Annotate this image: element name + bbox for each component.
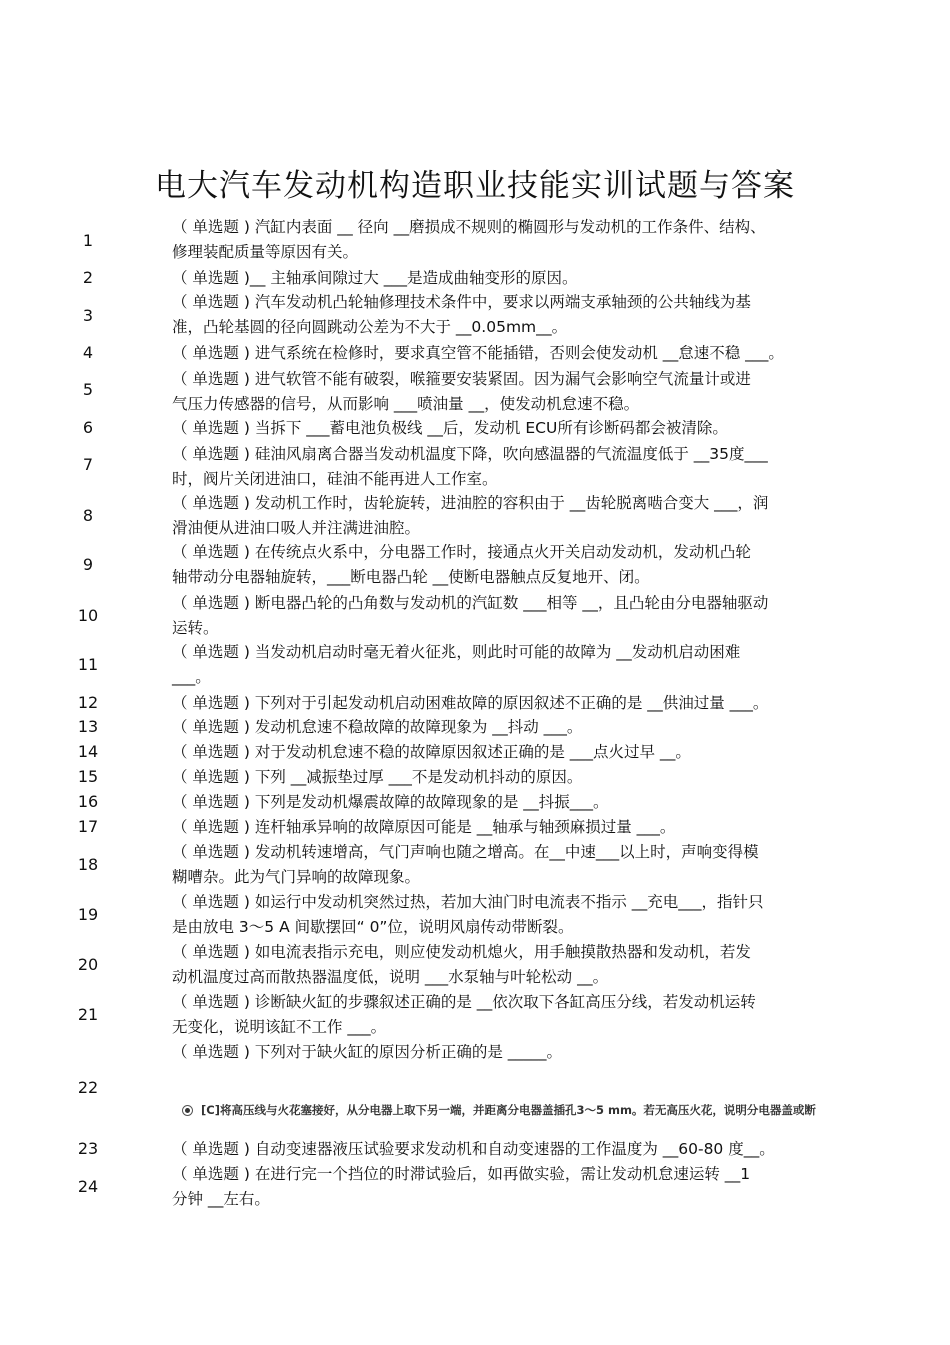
question-text: （ 单选题 ) 进气系统在检修时，要求真空管不能插错，否则会使发动机 __怠速不稳 ___。 bbox=[172, 344, 784, 362]
question-text: （ 单选题 ) 断电器凸轮的凸角数与发动机的汽缸数 ___相等 __，且凸轮由分电器轴驱动 运转。 bbox=[172, 594, 769, 637]
question-text: （ 单选题 ) 在传统点火系中，分电器工作时，接通点火开关启动发动机，发动机凸轮 轴带动分电器轴旋转，___断电器凸轮 __使断电器触点反复地开、闭。 bbox=[172, 543, 751, 586]
question-text: （ 单选题 ) 下列对于引起发动机启动困难故障的原因叙述不正确的是 __供油过量 ___。 bbox=[172, 694, 769, 712]
answer-option[interactable] bbox=[172, 1102, 950, 1122]
question-number: 10 bbox=[77, 606, 99, 625]
question-text: （ 单选题 )__ 主轴承间隙过大 ___是造成曲轴变形的原因。 bbox=[172, 269, 578, 287]
question-text: （ 单选题 ) 自动变速器液压试验要求发动机和自动变速器的工作温度为 __60-80 度__。 bbox=[172, 1140, 775, 1158]
question-number: 16 bbox=[77, 792, 99, 811]
question-text: （ 单选题 ) 当拆下 ___蓄电池负极线 __后，发动机 ECU所有诊断码都会被清除。 bbox=[172, 419, 728, 437]
question-number: 21 bbox=[77, 1005, 99, 1024]
question-text: （ 单选题 ) 发动机怠速不稳故障的故障现象为 __抖动 ___。 bbox=[172, 718, 583, 736]
page-title: 电大汽车发动机构造职业技能实训试题与答案 bbox=[155, 168, 795, 204]
question-number: 24 bbox=[77, 1177, 99, 1196]
question-text: （ 单选题 ) 汽缸内表面 __ 径向 __磨损成不规则的椭圆形与发动机的工作条件、结构、 修理装配质量等原因有关。 bbox=[172, 218, 766, 261]
question-number: 11 bbox=[77, 655, 99, 674]
question-number: 14 bbox=[77, 742, 99, 761]
question-text: （ 单选题 ) 硅油风扇离合器当发动机温度下降，吹向感温器的气流温度低于 __35度___ 时，阀片关闭进油口，硅油不能再进人工作室。 bbox=[172, 445, 768, 488]
question-text: （ 单选题 ) 进气软管不能有破裂，喉箍要安装紧固。因为漏气会影响空气流量计或进 气压力传感器的信号，从而影响 ___喷油量 __，使发动机怠速不稳。 bbox=[172, 370, 751, 413]
question-number: 4 bbox=[82, 343, 94, 362]
question-text: （ 单选题 ) 下列是发动机爆震故障的故障现象的是 __抖振___。 bbox=[172, 793, 609, 811]
question-number: 22 bbox=[77, 1078, 99, 1097]
question-number: 13 bbox=[77, 717, 99, 736]
question-text: （ 单选题 ) 发动机转速增高，气门声响也随之增高。在__中速___以上时，声响变得模 糊嘈杂。此为气门异响的故障现象。 bbox=[172, 843, 759, 886]
question-text: （ 单选题 ) 当发动机启动时毫无着火征兆，则此时可能的故障为 __发动机启动困难 ___。 bbox=[172, 643, 741, 686]
question-number: 9 bbox=[82, 555, 94, 574]
question-text: （ 单选题 ) 发动机工作时，齿轮旋转，进油腔的容积由于 __齿轮脱离啮合变大 ___，润 滑油便从进油口吸人并注满进油腔。 bbox=[172, 494, 769, 537]
question-number: 6 bbox=[82, 418, 94, 437]
question-number: 2 bbox=[82, 268, 94, 287]
question-text: （ 单选题 ) 在进行完一个挡位的时滞试验后，如再做实验，需让发动机怠速运转 __1 分钟 __左右。 bbox=[172, 1165, 751, 1208]
question-number: 17 bbox=[77, 817, 99, 836]
question-number: 12 bbox=[77, 693, 99, 712]
question-number: 1 bbox=[82, 231, 94, 250]
question-number: 8 bbox=[82, 506, 94, 525]
question-number: 18 bbox=[77, 855, 99, 874]
question-text: （ 单选题 ) 诊断缺火缸的步骤叙述正确的是 __依次取下各缸高压分线，若发动机运转 无变化，说明该缸不工作 ___。 bbox=[172, 993, 756, 1036]
answer-option-text: [C]将高压线与火花塞接好，从分电器上取下另一端，并距离分电器盖插孔3～5 mm。若无高压火花，说明分电器盖或断 bbox=[201, 1103, 816, 1117]
question-number: 7 bbox=[82, 455, 94, 474]
question-text: （ 单选题 ) 如运行中发动机突然过热，若加大油门时电流表不指示 __充电___，指针只 是由放电 3～5 A 间歇摆回“ 0”位，说明风扇传动带断裂。 bbox=[172, 893, 764, 936]
question-text: （ 单选题 ) 如电流表指示充电，则应使发动机熄火，用手触摸散热器和发动机，若发 动机温度过高而散热器温度低，说明 ___水泵轴与叶轮松动 __。 bbox=[172, 943, 751, 986]
question-text: （ 单选题 ) 汽车发动机凸轮轴修理技术条件中，要求以两端支承轴颈的公共轴线为基 准，凸轮基圆的径向圆跳动公差为不大于 __0.05mm__。 bbox=[172, 293, 751, 336]
question-number: 23 bbox=[77, 1139, 99, 1158]
question-number: 19 bbox=[77, 905, 99, 924]
question-number: 5 bbox=[82, 380, 94, 399]
question-text: （ 单选题 ) 连杆轴承异响的故障原因可能是 __轴承与轴颈麻损过量 ___。 bbox=[172, 818, 676, 836]
question-text: （ 单选题 ) 对于发动机怠速不稳的故障原因叙述正确的是 ___点火过早 __。 bbox=[172, 743, 691, 761]
question-text: （ 单选题 ) 下列 __减振垫过厚 ___不是发动机抖动的原因。 bbox=[172, 768, 583, 786]
question-number: 20 bbox=[77, 955, 99, 974]
question-number: 15 bbox=[77, 767, 99, 786]
question-text: （ 单选题 ) 下列对于缺火缸的原因分析正确的是 _____。 bbox=[172, 1043, 563, 1061]
question-number: 3 bbox=[82, 306, 94, 325]
radio-selected-icon[interactable] bbox=[182, 1105, 193, 1116]
